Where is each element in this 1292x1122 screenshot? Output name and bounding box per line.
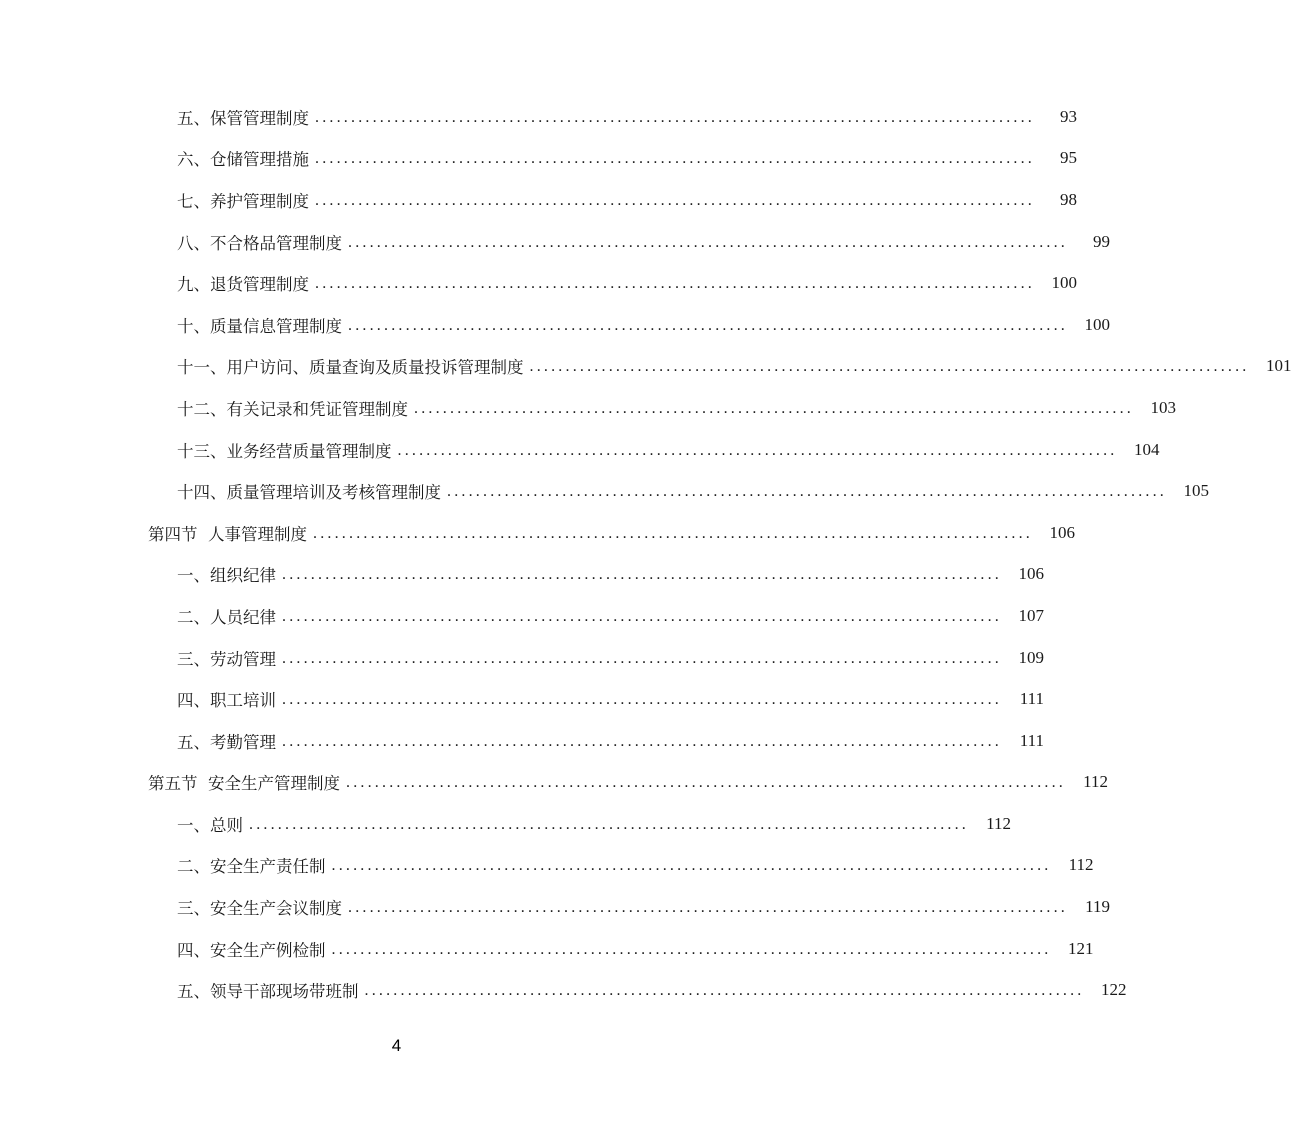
dot-leader: .................................................................................................... [397,441,1118,459]
toc-entry-title: 九、退货管理制度 [177,275,309,295]
dot-leader: .................................................................................................... [529,358,1250,376]
dot-leader: .................................................................................................... [364,982,1085,1000]
toc-entry-title: 一、总则 [177,815,243,835]
toc-entry-page: 100 [1084,314,1110,334]
toc-entry[interactable] [0,429,1160,471]
toc-entry-title: 五、保管管理制度 [177,108,309,128]
dot-leader: .................................................................................................... [346,774,1066,792]
toc-entry[interactable] [0,138,1077,180]
toc-entry[interactable] [0,262,1077,304]
toc-entry[interactable] [0,928,1094,970]
toc-entry-page: 104 [1134,439,1160,459]
toc-entry-title: 四、职工培训 [177,691,276,711]
toc-entry-title: 第四节 人事管理制度 [148,524,307,544]
toc-entry-page: 112 [986,813,1011,833]
dot-leader: .................................................................................................... [447,483,1167,501]
toc-entry[interactable] [0,221,1110,263]
toc-entry-page: 101 [1266,356,1292,376]
toc-entry-title: 十四、质量管理培训及考核管理制度 [177,483,441,503]
toc-entry[interactable] [0,346,1292,388]
dot-leader: .................................................................................................... [282,566,1002,584]
dot-leader: .................................................................................................... [348,316,1068,334]
toc-entry-title: 七、养护管理制度 [177,191,309,211]
toc-entry[interactable] [0,803,1011,845]
toc-entry[interactable] [0,720,1044,762]
table-of-contents [0,96,1292,1011]
toc-entry[interactable] [0,554,1044,596]
page-number: 4 [391,1036,402,1055]
toc-section-entry[interactable] [0,512,1075,554]
toc-entry[interactable] [0,387,1176,429]
toc-entry-page: 121 [1068,938,1094,958]
dot-leader: .................................................................................................... [331,940,1052,958]
toc-section-entry[interactable] [0,762,1108,804]
toc-entry-title: 二、人员纪律 [177,607,276,627]
toc-entry-page: 98 [1060,189,1077,209]
toc-entry-page: 106 [1018,564,1044,584]
toc-entry-title: 十二、有关记录和凭证管理制度 [177,399,408,419]
toc-entry-page: 103 [1150,397,1176,417]
toc-entry-title: 四、安全生产例检制 [177,940,326,960]
toc-entry-title: 一、组织纪律 [177,566,276,586]
dot-leader: .................................................................................................... [331,857,1052,875]
dot-leader: .................................................................................................... [282,732,1002,750]
toc-entry-title: 八、不合格品管理制度 [177,233,342,253]
dot-leader: .................................................................................................... [414,399,1134,417]
toc-entry-page: 112 [1068,855,1094,875]
toc-entry-page: 105 [1183,481,1209,501]
toc-entry-page: 95 [1060,148,1077,168]
toc-entry-title: 十一、用户访问、质量查询及质量投诉管理制度 [177,358,524,378]
toc-entry-page: 111 [1019,730,1044,750]
toc-entry-title: 十、质量信息管理制度 [177,316,342,336]
dot-leader: .................................................................................................... [313,524,1033,542]
toc-entry[interactable] [0,179,1077,221]
dot-leader: .................................................................................................... [315,108,1035,126]
toc-entry[interactable] [0,886,1110,928]
dot-leader: .................................................................................................... [315,275,1035,293]
toc-entry[interactable] [0,304,1110,346]
toc-entry-page: 112 [1083,772,1108,792]
toc-entry-title: 二、安全生产责任制 [177,857,326,877]
toc-entry-title: 第五节 安全生产管理制度 [148,774,340,794]
dot-leader: .................................................................................................... [282,691,1002,709]
toc-entry[interactable] [0,637,1044,679]
dot-leader: .................................................................................................... [315,191,1035,209]
toc-entry-title: 三、劳动管理 [177,649,276,669]
toc-entry-page: 100 [1051,273,1077,293]
dot-leader: .................................................................................................... [348,899,1068,917]
toc-entry-title: 十三、业务经营质量管理制度 [177,441,392,461]
toc-entry-page: 109 [1018,647,1044,667]
dot-leader: .................................................................................................... [249,815,969,833]
toc-entry-page: 111 [1019,689,1044,709]
toc-entry-page: 93 [1060,106,1077,126]
toc-entry-page: 119 [1085,897,1110,917]
toc-entry[interactable] [0,969,1127,1011]
dot-leader: .................................................................................................... [282,607,1002,625]
toc-entry-page: 106 [1049,522,1075,542]
dot-leader: .................................................................................................... [348,233,1068,251]
toc-entry-page: 99 [1093,231,1110,251]
toc-entry[interactable] [0,595,1044,637]
toc-entry-title: 六、仓储管理措施 [177,150,309,170]
toc-entry-title: 三、安全生产会议制度 [177,899,342,919]
toc-entry-title: 五、领导干部现场带班制 [177,982,359,1002]
toc-entry[interactable] [0,845,1094,887]
toc-entry-page: 122 [1101,980,1127,1000]
toc-entry-page: 107 [1018,605,1044,625]
toc-entry-title: 五、考勤管理 [177,732,276,752]
toc-entry[interactable] [0,678,1044,720]
toc-entry[interactable] [0,96,1077,138]
toc-entry[interactable] [0,470,1209,512]
dot-leader: .................................................................................................... [282,649,1002,667]
dot-leader: .................................................................................................... [315,150,1035,168]
